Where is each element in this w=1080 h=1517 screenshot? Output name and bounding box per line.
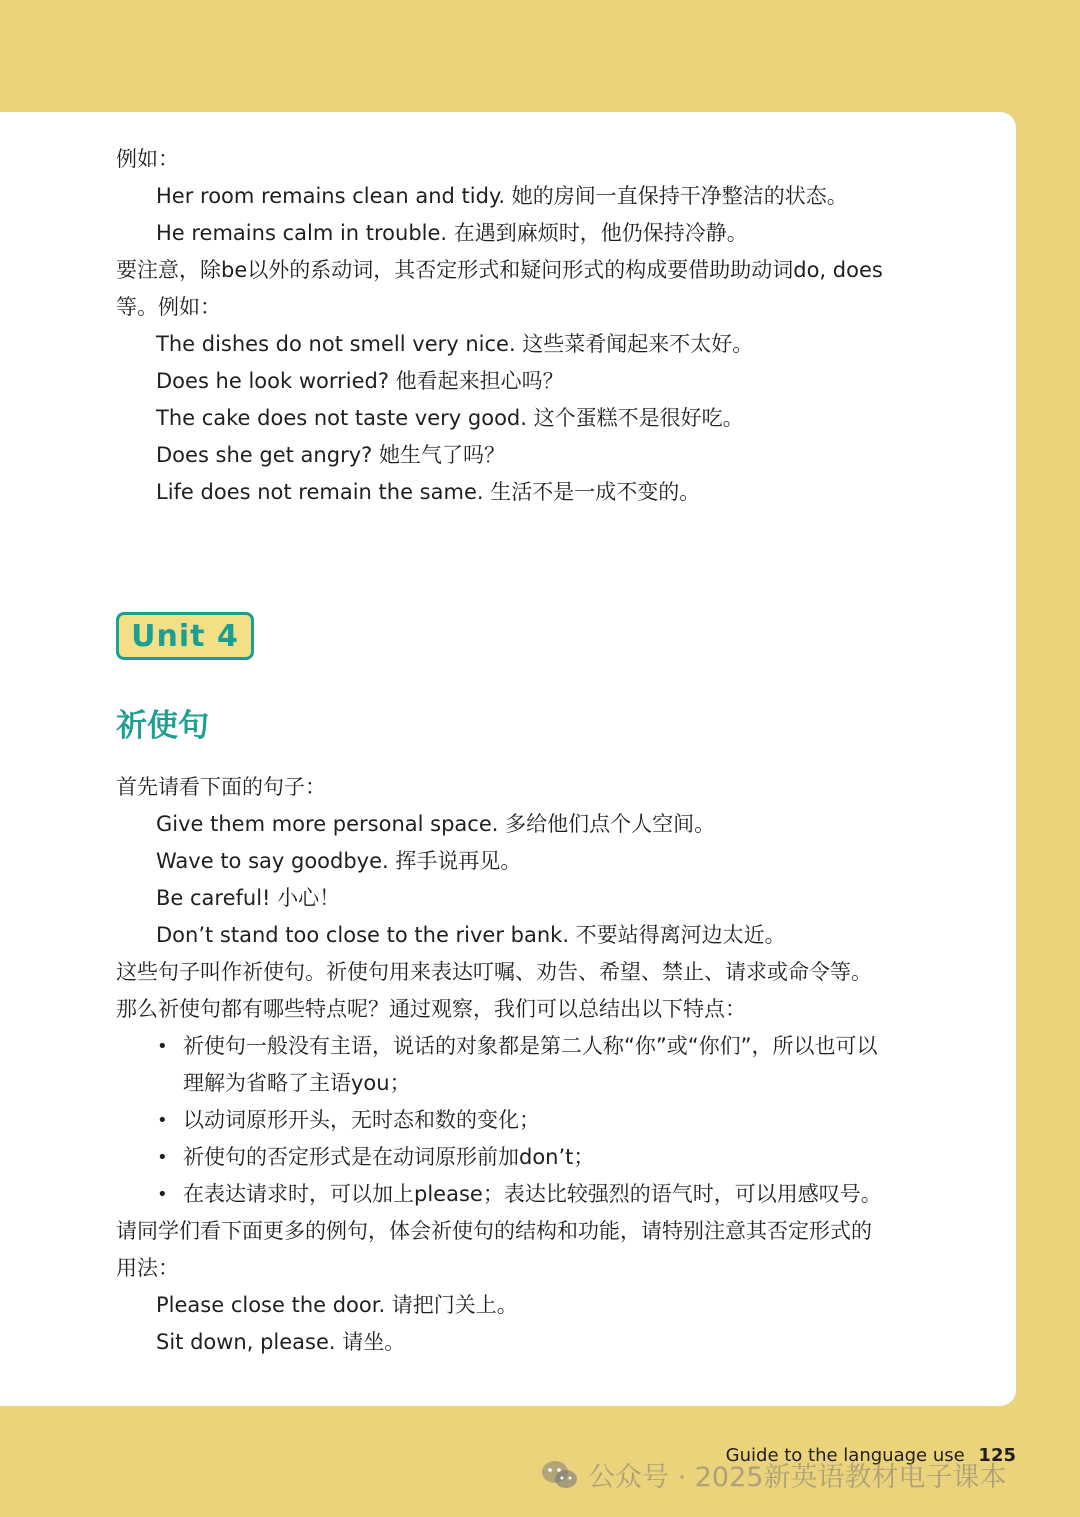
bullet-text: 祈使句的否定形式是在动词原形前加don’t； <box>183 1145 595 1169</box>
text-line: 那么祈使句都有哪些特点呢？通过观察，我们可以总结出以下特点： <box>116 997 746 1021</box>
example-sentence: Does he look worried? 他看起来担心吗？ <box>156 369 564 393</box>
section-title: 祈使句 <box>116 708 209 744</box>
watermark-text: 公众号 · 2025新英语教材电子课本 <box>588 1462 1007 1493</box>
bullet-text: 以动词原形开头，无时态和数的变化； <box>183 1108 540 1132</box>
unit-label: Unit 4 <box>131 618 239 654</box>
text-line: 请同学们看下面更多的例句，体会祈使句的结构和功能，请特别注意其否定形式的 <box>116 1219 872 1243</box>
text-line: 首先请看下面的句子： <box>116 775 326 799</box>
body-text <box>116 141 936 511</box>
example-sentence: The cake does not taste very good. 这个蛋糕不是很好吃。 <box>156 406 744 430</box>
bullet-dot-icon: • <box>157 1184 168 1205</box>
bullet-item <box>116 1102 936 1139</box>
text-line: 例如： <box>116 147 179 171</box>
example-sentence: Please close the door. 请把门关上。 <box>156 1293 518 1317</box>
example-sentence: Does she get angry? 她生气了吗？ <box>156 443 505 467</box>
bullet-text: 在表达请求时，可以加上please；表达比较强烈的语气时，可以用感叹号。 <box>183 1182 882 1206</box>
example-sentence: Life does not remain the same. 生活不是一成不变的。 <box>156 480 701 504</box>
bullet-text-continued: 理解为省略了主语you； <box>183 1071 411 1095</box>
watermark <box>540 1455 1006 1494</box>
wechat-icon <box>540 1459 580 1491</box>
example-sentence: Give them more personal space. 多给他们点个人空间。 <box>156 812 716 836</box>
bullet-item <box>116 1176 936 1213</box>
bullet-dot-icon: • <box>157 1147 168 1168</box>
example-sentence: Sit down, please. 请坐。 <box>156 1330 406 1354</box>
example-sentence: Be careful! 小心！ <box>156 886 341 910</box>
example-sentence: The dishes do not smell very nice. 这些菜肴闻起来不太好。 <box>156 332 754 356</box>
bullet-dot-icon: • <box>157 1036 168 1057</box>
example-sentence: Don’t stand too close to the river bank. 不要站得离河边太近。 <box>156 923 786 947</box>
unit-badge <box>116 612 254 660</box>
page-number: 125 <box>978 1445 1016 1466</box>
text-line: 用法： <box>116 1256 179 1280</box>
bullet-item <box>116 1139 936 1176</box>
bullet-item <box>116 1028 936 1065</box>
text-line: 这些句子叫作祈使句。祈使句用来表达叮嘱、劝告、希望、禁止、请求或命令等。 <box>116 960 872 984</box>
example-sentence: Wave to say goodbye. 挥手说再见。 <box>156 849 522 873</box>
footer-guide-text: Guide to the language use <box>725 1445 965 1466</box>
bullet-dot-icon: • <box>157 1110 168 1131</box>
bullet-text: 祈使句一般没有主语，说话的对象都是第二人称“你”或“你们”，所以也可以 <box>183 1034 878 1058</box>
example-sentence: Her room remains clean and tidy. 她的房间一直保持干净整洁的状态。 <box>156 184 848 208</box>
example-sentence: He remains calm in trouble. 在遇到麻烦时，他仍保持冷静。 <box>156 221 748 245</box>
text-line: 要注意，除be以外的系动词，其否定形式和疑问形式的构成要借助助动词do, does <box>116 258 883 282</box>
text-line: 等。例如： <box>116 295 221 319</box>
body-text-2 <box>116 769 936 1361</box>
